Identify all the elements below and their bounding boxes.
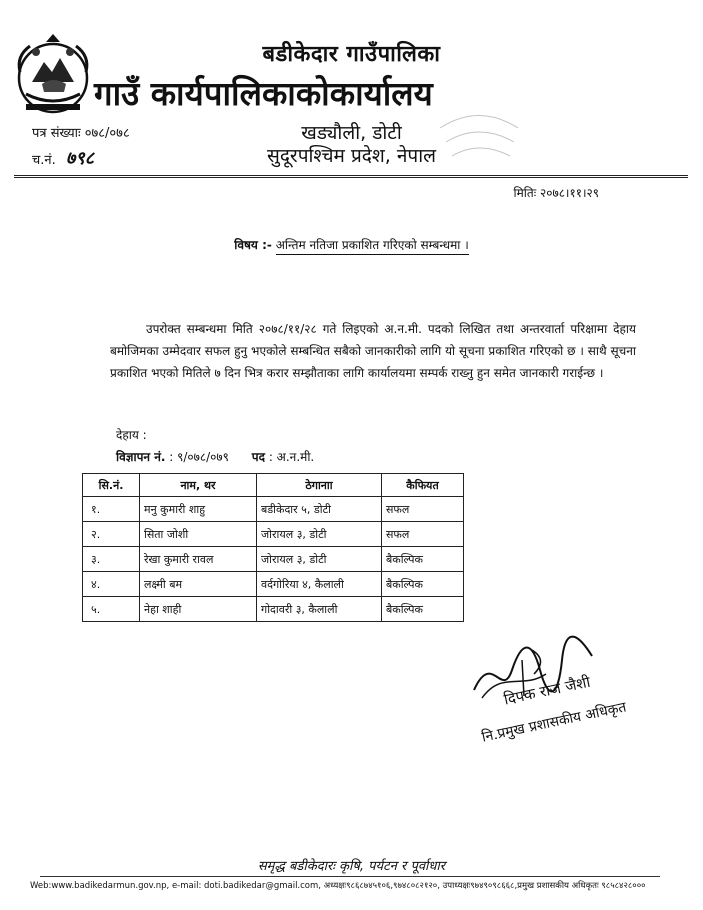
dispatch-number-label: च.नं. [32, 153, 56, 168]
subject-label: विषय :- [234, 238, 272, 252]
office-title: गाउँ कार्यपालिकाकोकार्यालय [94, 74, 433, 113]
col-address: ठेगानाा [257, 474, 382, 497]
cell-name: नेहा शाही [140, 597, 257, 622]
cell-address: बडीकेदार ५, डोटी [257, 497, 382, 522]
table-row [83, 572, 464, 597]
cell-remarks: सफल [382, 522, 464, 547]
cell-address: जोरायल ३, डोटी [257, 522, 382, 547]
cell-serial: ४. [83, 572, 140, 597]
dehay-label: देहाय : [116, 428, 147, 442]
municipality-name: बडीकेदार गाउँपालिका [262, 42, 441, 67]
advertisement-number-value: : ९/०७८/०७९ [169, 450, 229, 464]
post-value: : अ.न.मी. [268, 450, 315, 464]
table-row [83, 522, 464, 547]
cell-name: लक्ष्मी बम [140, 572, 257, 597]
table-row [83, 497, 464, 522]
cell-serial: ३. [83, 547, 140, 572]
table-row [83, 547, 464, 572]
header-divider [14, 175, 688, 178]
cell-name: रेखा कुमारी रावल [140, 547, 257, 572]
cell-serial: १. [83, 497, 140, 522]
cell-remarks: बैकल्पिक [382, 572, 464, 597]
office-stamp-icon [430, 98, 528, 170]
footer-contact: Web:www.badikedarmun.gov.np, e-mail: doti.badikedar@gmail.com, अध्यक्षः९८६८७४५१०६,९७४८०८२१२०, उपाध्यक्षः९७४९०९८६६८,प्रमुख प्रशासकीय अधिकृतः ९८५८४२८००० [30, 881, 646, 891]
notice-body [110, 318, 636, 384]
address-line-1: खड्यौली, डोटी [301, 122, 402, 144]
subject-line [0, 236, 703, 253]
col-serial: सि.नं. [83, 474, 140, 497]
signatory-name: दिपक राज जैशी [502, 672, 592, 709]
letter-number-value: ०७८/०७८ [84, 126, 130, 141]
post-label: पद [251, 450, 265, 464]
letter-number-label: पत्र संख्याः [32, 126, 81, 141]
signatory-title: नि.प्रमुख प्रशासकीय अधिकृत [480, 699, 628, 746]
letter-date: मितिः २०७८।११।२९ [513, 186, 599, 200]
footer-slogan: समृद्ध बडीकेदारः कृषि, पर्यटन र पूर्वाधार [257, 859, 446, 874]
results-table [82, 473, 464, 622]
table-row [83, 597, 464, 622]
cell-address: जोरायल ३, डोटी [257, 547, 382, 572]
table-header-row [83, 474, 464, 497]
address-line-2: सुदूरपश्चिम प्रदेश, नेपाल [267, 145, 436, 167]
col-name: नाम, थर [140, 474, 257, 497]
footer-divider [40, 876, 660, 877]
cell-remarks: सफल [382, 497, 464, 522]
notice-paragraph: उपरोक्त सम्बन्धमा मिति २०७८/११/२८ गते लिइएको अ.न.मी. पदको लिखित तथा अन्तरवार्ता परिक्षामा देहाय बमोजिमका उम्मेदवार सफल हुनु भएकोले सम्बन्धित सबैको जानकारीको लागि यो सूचना प्रकाशित गरिएको छ । साथै सूचना प्रकाशित भएको मितिले ७ दिन भित्र करार सम्झौताका लागि कार्यालयमा सम्पर्क राख्नु हुन समेत जानकारी गराईन्छ । [110, 322, 636, 380]
cell-remarks: बैकल्पिक [382, 597, 464, 622]
advertisement-number-label: विज्ञापन नं. [116, 450, 166, 464]
cell-serial: ५. [83, 597, 140, 622]
dispatch-number-value: ७९८ [65, 148, 94, 169]
cell-name: सिता जोशी [140, 522, 257, 547]
cell-serial: २. [83, 522, 140, 547]
subject-text: अन्तिम नतिजा प्रकाशित गरिएको सम्बन्धमा । [276, 238, 469, 255]
cell-address: गोदावरी ३, कैलाली [257, 597, 382, 622]
cell-remarks: बैकल्पिक [382, 547, 464, 572]
advertisement-line [116, 448, 314, 465]
cell-name: मनु कुमारी शाहु [140, 497, 257, 522]
cell-address: वर्दगोरिया ४, कैलाली [257, 572, 382, 597]
col-remarks: कैफियत [382, 474, 464, 497]
